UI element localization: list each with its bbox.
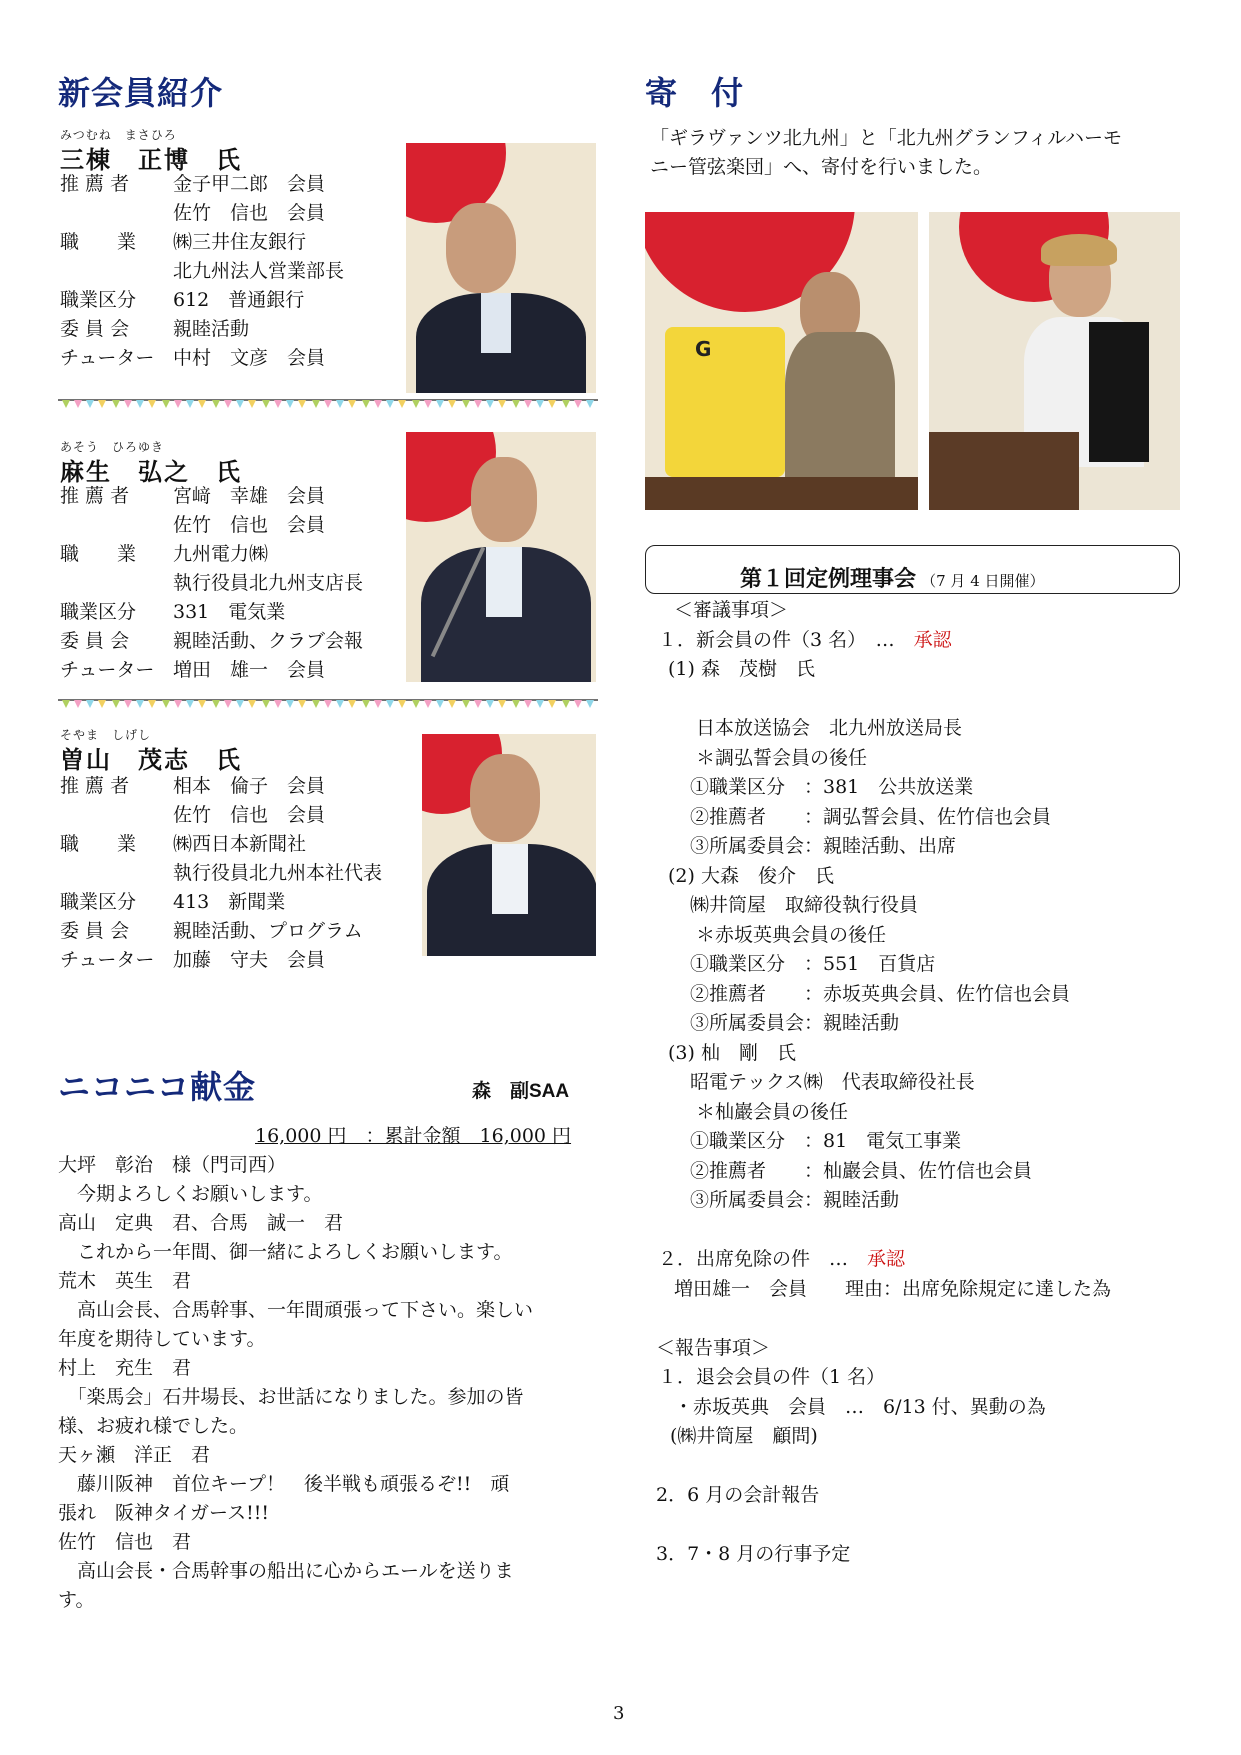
member-2-name: 麻生 弘之 氏 [60,457,242,486]
donation-photo-jersey [645,212,918,510]
agenda-line-text: ②推薦者 ：赤坂英典会員、佐竹信也会員 [690,982,1071,1005]
agenda-line-text: ①職業区分 ：381 公共放送業 [690,776,974,798]
agenda-line [650,980,1111,1010]
jersey-logo-icon: G [695,337,712,361]
agenda-line-text: １．新会員の件（3 名） … [658,628,914,651]
agenda-line [650,1363,1111,1393]
agenda-line-text: １．退会会員の件（1 名） [658,1366,886,1388]
agenda-line [650,1245,1111,1275]
label: 推 薦 者 [60,173,130,195]
donation-line: 「ギラヴァンツ北九州」と「北九州グランフィルハーモ [650,127,1122,149]
label: チューター [60,347,155,369]
value: 612 普通銀行 [173,289,305,311]
agenda-line-text: (2) 大森 俊介 氏 [668,864,834,887]
agenda-line [650,1009,1111,1039]
agenda-line [650,685,1111,715]
agenda-line-text: 増田雄一 会員 理由：出席免除規定に達した為 [674,1277,1112,1300]
agenda-line-text: (3) 杣 剛 氏 [668,1041,796,1064]
approved-label: 承認 [867,1248,906,1270]
value: 執行役員北九州本社代表 [173,862,383,884]
garland-divider [58,697,598,711]
agenda-line-text: ２．出席免除の件 … [658,1248,868,1270]
label: 推 薦 者 [60,775,130,797]
agenda-line-text: ＊赤坂英典会員の後任 [696,923,887,946]
agenda-line [650,773,1111,803]
agenda-line [650,1422,1111,1452]
agenda-line [650,891,1111,921]
message-line: これから一年間、御一緒によろしくお願いします。 [58,1241,513,1263]
agenda-line-text: 昭電テックス㈱ 代表取締役社長 [690,1071,975,1093]
label: 職 業 [60,543,137,565]
nikoniko-title: ニコニコ献金 [58,1068,257,1106]
agenda-line [650,1039,1111,1069]
agenda-line-text: ㈱井筒屋 取締役執行役員 [690,894,919,916]
agenda-line [650,1098,1111,1128]
nikoniko-messages [58,1151,533,1615]
new-members-title: 新会員紹介 [58,74,224,112]
agenda-line-text: ＜報告事項＞ [656,1336,771,1359]
message-line: 村上 充生 君 [58,1357,192,1379]
agenda-line-text: ②推薦者 ：杣巖会員、佐竹信也会員 [690,1159,1033,1182]
member-3-ruby: そやま しげし [60,728,152,742]
board-date: （7 月 4 日開催） [921,572,1045,590]
member-3-profile [60,772,382,975]
agenda-line [650,1511,1111,1541]
label: 職業区分 [60,891,137,913]
message-line: 「楽馬会」石井場長、お世話になりました。参加の皆 [58,1386,524,1408]
agenda-line-text: ②推薦者 ：調弘誓会員、佐竹信也会員 [690,805,1052,828]
value: 金子甲二郎 会員 [173,173,326,195]
label: チューター [60,949,155,971]
agenda-line [650,1304,1111,1334]
message-line: 張れ 阪神タイガース!!! [58,1502,270,1524]
message-line: 佐竹 信也 君 [58,1531,192,1553]
agenda-line-text: ＊杣巖会員の後任 [696,1100,849,1123]
value: 331 電気業 [173,601,286,623]
label: 委 員 会 [60,630,130,652]
value: 宮﨑 幸雄 会員 [173,485,326,507]
agenda-line [650,1068,1111,1098]
garland-divider [58,397,598,411]
board-agenda [650,596,1111,1570]
value: 佐竹 信也 会員 [173,514,326,536]
member-1-ruby: みつむね まさひろ [60,128,177,142]
agenda-line [650,626,1111,656]
agenda-line [650,950,1111,980]
agenda-line-text: ①職業区分 ：551 百貨店 [690,953,936,975]
message-line: す。 [58,1589,95,1611]
agenda-line [650,921,1111,951]
value: 親睦活動 [173,318,250,340]
agenda-line [650,1157,1111,1187]
agenda-line-text: ③所属委員会：親睦活動 [690,1012,900,1034]
donation-photo-speaker [929,212,1180,510]
agenda-line [650,1216,1111,1246]
agenda-line-text: 3．7・8 月の行事予定 [656,1543,851,1565]
donation-line: ニー管弦楽団」へ、寄付を行いました。 [650,156,993,178]
agenda-line [650,1452,1111,1482]
donation-title: 寄 付 [645,74,745,112]
label: 委 員 会 [60,318,130,340]
value: 親睦活動、プログラム [173,920,363,942]
label: 職業区分 [60,601,137,623]
value: ㈱西日本新聞社 [173,833,307,855]
label: 職 業 [60,833,137,855]
message-line: 高山会長・合馬幹事の船出に心からエールを送りま [58,1560,514,1582]
agenda-line [650,1275,1111,1305]
agenda-line-text: ③所属委員会：親睦活動、出席 [690,835,957,857]
member-3-name: 曽山 茂志 氏 [60,745,242,774]
nikoniko-total: 16,000 円 ：累計金額 16,000 円 [255,1125,572,1147]
agenda-line-text: ①職業区分 ：81 電気工事業 [690,1130,962,1152]
member-2-ruby: あそう ひろゆき [60,440,165,454]
agenda-line [650,832,1111,862]
agenda-line [650,862,1111,892]
value: ㈱三井住友銀行 [173,231,307,253]
value: 増田 雄一 会員 [173,659,326,681]
message-line: 今期よろしくお願いします。 [58,1183,323,1205]
nikoniko-byline: 森 副SAA [472,1081,570,1102]
member-2-photo [406,432,596,682]
agenda-line [650,655,1111,685]
agenda-line-text: (㈱井筒屋 顧問) [670,1425,818,1447]
member-2-profile [60,482,363,685]
message-line: 高山会長、合馬幹事、一年間頑張って下さい。楽しい [58,1299,534,1321]
agenda-line [650,1481,1111,1511]
agenda-line [650,744,1111,774]
agenda-line [650,714,1111,744]
value: 佐竹 信也 会員 [173,202,326,224]
agenda-line [650,1186,1111,1216]
value: 北九州法人営業部長 [173,260,345,282]
member-1-name: 三棟 正博 氏 [60,145,242,174]
message-line: 藤川阪神 首位キープ！ 後半戦も頑張るぞ!! 頑 [58,1473,510,1495]
board-title: 第１回定例理事会 [740,566,917,592]
value: 親睦活動、クラブ会報 [173,630,364,652]
value: 中村 文彦 会員 [173,347,326,369]
message-line: 天ヶ瀬 洋正 君 [58,1444,211,1466]
agenda-line [650,596,1111,626]
label: 職業区分 [60,289,137,311]
agenda-line-text: ＊調弘誓会員の後任 [696,746,868,769]
label: チューター [60,659,155,681]
label: 委 員 会 [60,920,130,942]
agenda-line [650,1393,1111,1423]
value: 413 新聞業 [173,891,286,913]
agenda-line [650,803,1111,833]
board-heading [740,562,1045,593]
member-3-photo [422,734,596,956]
agenda-line [650,1540,1111,1570]
agenda-line-text: ・赤坂英典 会員 … 6/13 付、異動の為 [674,1395,1046,1418]
agenda-line-text: (1) 森 茂樹 氏 [668,658,815,680]
message-line: 年度を期待しています。 [58,1328,266,1350]
value: 相本 倫子 会員 [173,775,326,797]
value: 加藤 守夫 会員 [173,949,326,971]
approved-label: 承認 [913,628,952,651]
member-1-profile [60,170,344,373]
label: 職 業 [60,231,137,253]
agenda-line [650,1127,1111,1157]
agenda-line-text: 日本放送協会 北九州放送局長 [696,717,963,739]
label: 推 薦 者 [60,485,130,507]
agenda-line-text: ③所属委員会：親睦活動 [690,1189,900,1211]
message-line: 様、お疲れ様でした。 [58,1415,249,1437]
value: 九州電力㈱ [173,543,269,565]
agenda-line-text: 2．6 月の会計報告 [656,1484,820,1506]
message-line: 荒木 英生 君 [58,1270,192,1292]
message-line: 大坪 彰治 様（門司西） [58,1154,287,1176]
agenda-line-text: ＜審議事項＞ [674,599,789,621]
donation-text [650,124,1122,182]
value: 佐竹 信也 会員 [173,804,326,826]
page-number: 3 [613,1703,625,1724]
agenda-line [650,1334,1111,1364]
value: 執行役員北九州支店長 [173,572,364,594]
member-1-photo [406,143,596,393]
message-line: 高山 定典 君、合馬 誠一 君 [58,1212,344,1234]
